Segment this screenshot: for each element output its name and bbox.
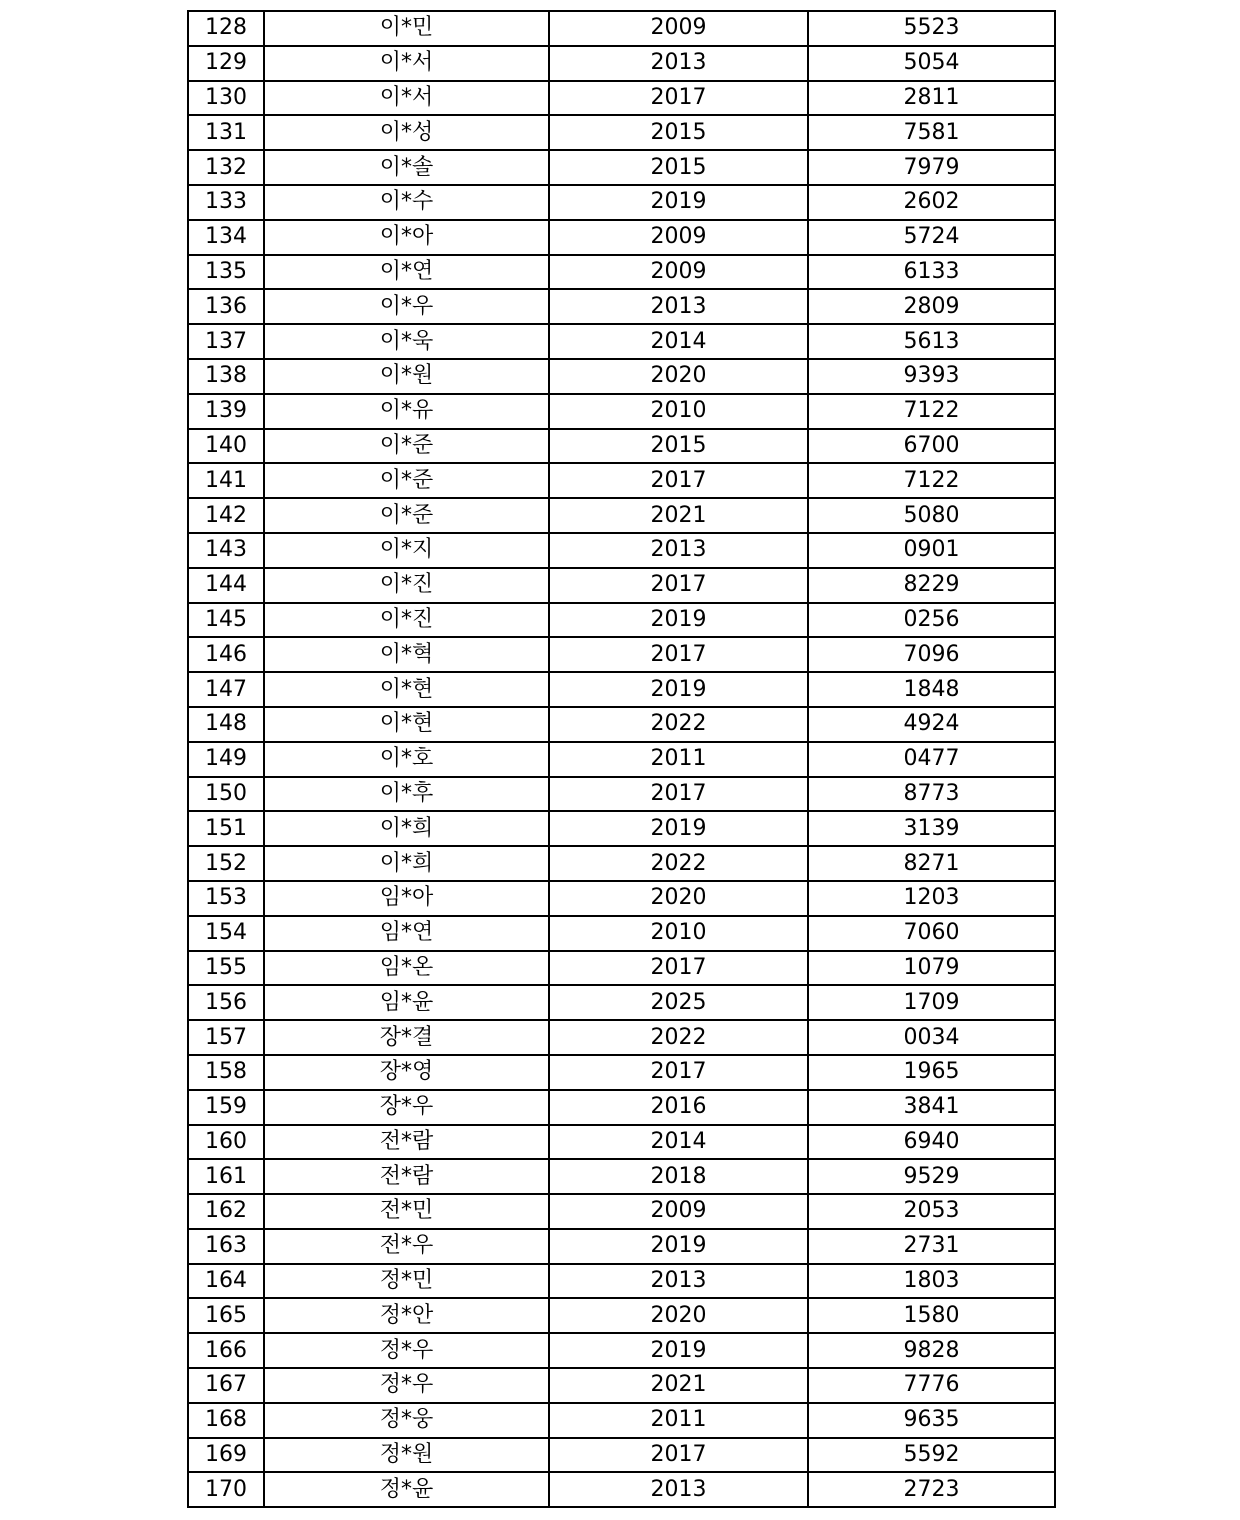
year-cell: 2017 <box>549 777 808 812</box>
row-number-cell: 151 <box>188 811 264 846</box>
code-cell: 9635 <box>808 1403 1055 1438</box>
year-cell: 2010 <box>549 916 808 951</box>
row-number-cell: 155 <box>188 951 264 986</box>
row-number-cell: 141 <box>188 463 264 498</box>
year-cell: 2017 <box>549 463 808 498</box>
row-number-cell: 146 <box>188 637 264 672</box>
row-number-cell: 135 <box>188 255 264 290</box>
name-cell: 이*수 <box>264 185 549 220</box>
code-cell: 6940 <box>808 1125 1055 1160</box>
name-cell: 이*준 <box>264 463 549 498</box>
year-cell: 2017 <box>549 637 808 672</box>
year-cell: 2013 <box>549 289 808 324</box>
table-row <box>188 916 1055 951</box>
code-cell: 2731 <box>808 1229 1055 1264</box>
row-number-cell: 150 <box>188 777 264 812</box>
year-cell: 2010 <box>549 394 808 429</box>
table-row <box>188 1333 1055 1368</box>
table-row <box>188 533 1055 568</box>
name-cell: 이*서 <box>264 81 549 116</box>
code-cell: 2053 <box>808 1194 1055 1229</box>
year-cell: 2017 <box>549 81 808 116</box>
code-cell: 2809 <box>808 289 1055 324</box>
year-cell: 2018 <box>549 1159 808 1194</box>
year-cell: 2020 <box>549 359 808 394</box>
table-row <box>188 81 1055 116</box>
name-cell: 이*혁 <box>264 637 549 672</box>
name-cell: 이*민 <box>264 11 549 46</box>
year-cell: 2022 <box>549 1020 808 1055</box>
name-cell: 이*준 <box>264 498 549 533</box>
table-row <box>188 881 1055 916</box>
row-number-cell: 161 <box>188 1159 264 1194</box>
row-number-cell: 140 <box>188 429 264 464</box>
table-row <box>188 568 1055 603</box>
year-cell: 2025 <box>549 985 808 1020</box>
row-number-cell: 130 <box>188 81 264 116</box>
name-cell: 정*윤 <box>264 1472 549 1507</box>
row-number-cell: 145 <box>188 603 264 638</box>
code-cell: 5613 <box>808 324 1055 359</box>
code-cell: 7581 <box>808 115 1055 150</box>
name-cell: 정*웅 <box>264 1403 549 1438</box>
row-number-cell: 148 <box>188 707 264 742</box>
table-row <box>188 1159 1055 1194</box>
year-cell: 2019 <box>549 185 808 220</box>
year-cell: 2015 <box>549 115 808 150</box>
name-cell: 이*호 <box>264 742 549 777</box>
data-table <box>187 10 1056 1508</box>
code-cell: 7776 <box>808 1368 1055 1403</box>
code-cell: 6133 <box>808 255 1055 290</box>
code-cell: 9393 <box>808 359 1055 394</box>
year-cell: 2020 <box>549 1298 808 1333</box>
year-cell: 2013 <box>549 1264 808 1299</box>
year-cell: 2017 <box>549 1055 808 1090</box>
code-cell: 0901 <box>808 533 1055 568</box>
row-number-cell: 154 <box>188 916 264 951</box>
code-cell: 8229 <box>808 568 1055 603</box>
row-number-cell: 169 <box>188 1438 264 1473</box>
code-cell: 6700 <box>808 429 1055 464</box>
table-row <box>188 742 1055 777</box>
table-row <box>188 1125 1055 1160</box>
code-cell: 5080 <box>808 498 1055 533</box>
table-row <box>188 289 1055 324</box>
row-number-cell: 147 <box>188 672 264 707</box>
table-row <box>188 1194 1055 1229</box>
name-cell: 정*우 <box>264 1333 549 1368</box>
year-cell: 2019 <box>549 811 808 846</box>
row-number-cell: 170 <box>188 1472 264 1507</box>
code-cell: 1848 <box>808 672 1055 707</box>
name-cell: 이*우 <box>264 289 549 324</box>
table-row <box>188 951 1055 986</box>
row-number-cell: 162 <box>188 1194 264 1229</box>
table-row <box>188 985 1055 1020</box>
code-cell: 5054 <box>808 46 1055 81</box>
name-cell: 정*안 <box>264 1298 549 1333</box>
table-row <box>188 1264 1055 1299</box>
row-number-cell: 131 <box>188 115 264 150</box>
year-cell: 2016 <box>549 1090 808 1125</box>
row-number-cell: 163 <box>188 1229 264 1264</box>
row-number-cell: 138 <box>188 359 264 394</box>
year-cell: 2017 <box>549 568 808 603</box>
name-cell: 이*서 <box>264 46 549 81</box>
name-cell: 전*우 <box>264 1229 549 1264</box>
name-cell: 이*원 <box>264 359 549 394</box>
row-number-cell: 134 <box>188 220 264 255</box>
row-number-cell: 137 <box>188 324 264 359</box>
row-number-cell: 158 <box>188 1055 264 1090</box>
table-row <box>188 429 1055 464</box>
table-row <box>188 811 1055 846</box>
code-cell: 1965 <box>808 1055 1055 1090</box>
name-cell: 이*진 <box>264 603 549 638</box>
name-cell: 이*연 <box>264 255 549 290</box>
year-cell: 2015 <box>549 150 808 185</box>
row-number-cell: 132 <box>188 150 264 185</box>
code-cell: 4924 <box>808 707 1055 742</box>
row-number-cell: 144 <box>188 568 264 603</box>
code-cell: 7979 <box>808 150 1055 185</box>
year-cell: 2009 <box>549 220 808 255</box>
table-row <box>188 1229 1055 1264</box>
year-cell: 2011 <box>549 742 808 777</box>
code-cell: 0034 <box>808 1020 1055 1055</box>
table-row <box>188 115 1055 150</box>
row-number-cell: 156 <box>188 985 264 1020</box>
name-cell: 이*희 <box>264 811 549 846</box>
code-cell: 8773 <box>808 777 1055 812</box>
code-cell: 9828 <box>808 1333 1055 1368</box>
code-cell: 2723 <box>808 1472 1055 1507</box>
name-cell: 이*진 <box>264 568 549 603</box>
name-cell: 임*온 <box>264 951 549 986</box>
row-number-cell: 165 <box>188 1298 264 1333</box>
table-row <box>188 1055 1055 1090</box>
year-cell: 2019 <box>549 672 808 707</box>
name-cell: 전*민 <box>264 1194 549 1229</box>
code-cell: 7122 <box>808 394 1055 429</box>
row-number-cell: 142 <box>188 498 264 533</box>
code-cell: 1079 <box>808 951 1055 986</box>
name-cell: 이*지 <box>264 533 549 568</box>
name-cell: 장*우 <box>264 1090 549 1125</box>
row-number-cell: 167 <box>188 1368 264 1403</box>
year-cell: 2020 <box>549 881 808 916</box>
year-cell: 2014 <box>549 324 808 359</box>
year-cell: 2009 <box>549 255 808 290</box>
row-number-cell: 136 <box>188 289 264 324</box>
row-number-cell: 129 <box>188 46 264 81</box>
row-number-cell: 157 <box>188 1020 264 1055</box>
code-cell: 5523 <box>808 11 1055 46</box>
name-cell: 이*솔 <box>264 150 549 185</box>
name-cell: 이*후 <box>264 777 549 812</box>
year-cell: 2015 <box>549 429 808 464</box>
year-cell: 2022 <box>549 707 808 742</box>
row-number-cell: 149 <box>188 742 264 777</box>
table-row <box>188 1020 1055 1055</box>
table-row <box>188 359 1055 394</box>
name-cell: 전*람 <box>264 1159 549 1194</box>
year-cell: 2019 <box>549 603 808 638</box>
year-cell: 2013 <box>549 533 808 568</box>
row-number-cell: 159 <box>188 1090 264 1125</box>
name-cell: 이*성 <box>264 115 549 150</box>
name-cell: 이*아 <box>264 220 549 255</box>
year-cell: 2011 <box>549 1403 808 1438</box>
name-cell: 전*람 <box>264 1125 549 1160</box>
row-number-cell: 128 <box>188 11 264 46</box>
year-cell: 2019 <box>549 1333 808 1368</box>
table-row <box>188 603 1055 638</box>
year-cell: 2019 <box>549 1229 808 1264</box>
name-cell: 장*영 <box>264 1055 549 1090</box>
name-cell: 이*현 <box>264 672 549 707</box>
year-cell: 2013 <box>549 46 808 81</box>
row-number-cell: 166 <box>188 1333 264 1368</box>
table-row <box>188 637 1055 672</box>
table-row <box>188 46 1055 81</box>
table-row <box>188 1298 1055 1333</box>
row-number-cell: 164 <box>188 1264 264 1299</box>
table-row <box>188 324 1055 359</box>
row-number-cell: 133 <box>188 185 264 220</box>
name-cell: 임*아 <box>264 881 549 916</box>
code-cell: 5592 <box>808 1438 1055 1473</box>
name-cell: 장*결 <box>264 1020 549 1055</box>
code-cell: 7096 <box>808 637 1055 672</box>
year-cell: 2009 <box>549 1194 808 1229</box>
name-cell: 이*욱 <box>264 324 549 359</box>
year-cell: 2014 <box>549 1125 808 1160</box>
code-cell: 7122 <box>808 463 1055 498</box>
row-number-cell: 152 <box>188 846 264 881</box>
name-cell: 이*유 <box>264 394 549 429</box>
name-cell: 임*윤 <box>264 985 549 1020</box>
year-cell: 2021 <box>549 498 808 533</box>
year-cell: 2009 <box>549 11 808 46</box>
table-row <box>188 1368 1055 1403</box>
code-cell: 2811 <box>808 81 1055 116</box>
year-cell: 2017 <box>549 951 808 986</box>
table-row <box>188 185 1055 220</box>
table-row <box>188 394 1055 429</box>
code-cell: 5724 <box>808 220 1055 255</box>
table-row <box>188 672 1055 707</box>
table-row <box>188 11 1055 46</box>
table-row <box>188 463 1055 498</box>
table-body <box>188 11 1055 1507</box>
name-cell: 임*연 <box>264 916 549 951</box>
code-cell: 8271 <box>808 846 1055 881</box>
table-row <box>188 707 1055 742</box>
code-cell: 7060 <box>808 916 1055 951</box>
code-cell: 3841 <box>808 1090 1055 1125</box>
year-cell: 2021 <box>549 1368 808 1403</box>
row-number-cell: 160 <box>188 1125 264 1160</box>
table-row <box>188 255 1055 290</box>
table-row <box>188 150 1055 185</box>
code-cell: 1580 <box>808 1298 1055 1333</box>
code-cell: 9529 <box>808 1159 1055 1194</box>
name-cell: 이*희 <box>264 846 549 881</box>
year-cell: 2022 <box>549 846 808 881</box>
table-row <box>188 777 1055 812</box>
name-cell: 정*원 <box>264 1438 549 1473</box>
name-cell: 이*현 <box>264 707 549 742</box>
table-row <box>188 498 1055 533</box>
row-number-cell: 168 <box>188 1403 264 1438</box>
table-row <box>188 220 1055 255</box>
name-cell: 이*준 <box>264 429 549 464</box>
code-cell: 0477 <box>808 742 1055 777</box>
table-row <box>188 1472 1055 1507</box>
name-cell: 정*민 <box>264 1264 549 1299</box>
table-row <box>188 1090 1055 1125</box>
code-cell: 1709 <box>808 985 1055 1020</box>
row-number-cell: 143 <box>188 533 264 568</box>
code-cell: 0256 <box>808 603 1055 638</box>
table-row <box>188 1438 1055 1473</box>
year-cell: 2013 <box>549 1472 808 1507</box>
year-cell: 2017 <box>549 1438 808 1473</box>
code-cell: 1803 <box>808 1264 1055 1299</box>
table-row <box>188 1403 1055 1438</box>
table-row <box>188 846 1055 881</box>
name-cell: 정*우 <box>264 1368 549 1403</box>
code-cell: 1203 <box>808 881 1055 916</box>
code-cell: 2602 <box>808 185 1055 220</box>
row-number-cell: 139 <box>188 394 264 429</box>
row-number-cell: 153 <box>188 881 264 916</box>
code-cell: 3139 <box>808 811 1055 846</box>
